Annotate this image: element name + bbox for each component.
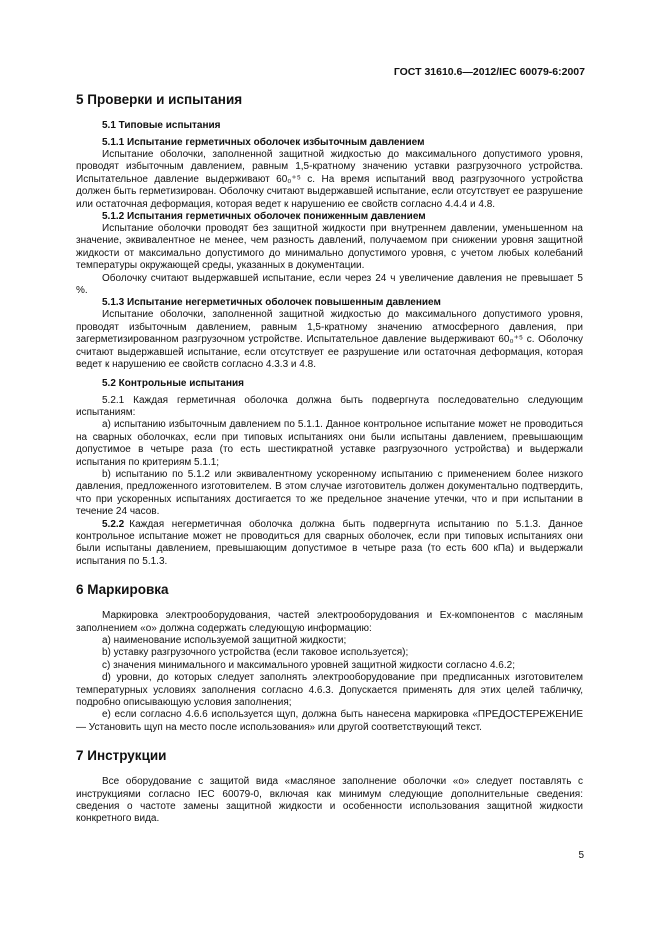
subsection-5-1-title: 5.1 Типовые испытания <box>102 120 221 131</box>
standard-header: ГОСТ 31610.6—2012/IEC 60079-6:2007 <box>393 66 585 78</box>
paragraph-5-2-1: 5.2.1 Каждая герметичная оболочка должна быть подвергнута последовательно следующим испытаниям: <box>76 394 583 418</box>
subsection-5-1-1-title: 5.1.1 Испытание герметичных оболочек избыточным давлением <box>102 137 425 148</box>
list-item-5-2-1-b: b) испытанию по 5.1.2 или эквивалентному ускоренному испытанию с применением более низкого давления, предложенного изготовителем. В этом случае изготовитель должен документально подтвердить, что при ускоренных испытаниях достигается то же предельное значение утечки, что и при испытании в течение 24 часов. <box>76 468 583 518</box>
subsection-5-1-2-title: 5.1.2 Испытания герметичных оболочек пониженным давлением <box>102 211 426 223</box>
subsection-5-2-title: 5.2 Контрольные испытания <box>102 377 244 389</box>
list-item-6-a: а) наименование используемой защитной жидкости; <box>102 635 347 646</box>
paragraph-5-1-3: Испытание оболочки, заполненной защитной жидкостью до максимального допустимого уровня, проводят избыточным давлением, равным 1,5-кратному значению атмосферного давления, при загерметизированном разгрузочном устройстве. Испытательное давление выдерживают 60₀⁺⁵ с. Оболочку считают выдержавшей испытание, если отсутствует ее разрушение или остаточная деформация, которая ведет к нарушению ее свойств согласно 4.3.3 и 4.8. <box>76 309 583 371</box>
subsection-5-1-3-title: 5.1.3 Испытание негерметичных оболочек повышенным давлением <box>102 297 441 309</box>
paragraph-5-1-1: Испытание оболочки, заполненной защитной жидкостью до максимального допустимого уровня, проводят избыточным давлением, равным 1,5-кратному значению уставки разгрузочного устройства. Испытательное давление выдерживают 60₀⁺⁵ с. На время испытаний ввод разгрузочного устройства должен быть герметизирован. Оболочку считают выдержавшей испытание, если отсутствует ее разрушение или остаточная деформация, которая ведет к нарушению ее свойств согласно 4.4.4 и 4.8. <box>76 149 583 210</box>
page-number: 5 <box>578 850 584 861</box>
section-5-title: 5 Проверки и испытания <box>76 92 243 107</box>
clause-5-2-2-number: 5.2.2 <box>102 518 125 530</box>
clause-5-2-2-text: Каждая негерметичная оболочка должна быть подвергнута испытанию по 5.1.3. Данное контрольное испытание может не проводиться для сварных оболочек, если при типовых испытаниях они были испытаны давлением, превышающим допустимое в четыре раза (то есть 600 кПа) и выдержали испытания по 5.1.3. <box>76 518 583 567</box>
paragraph-5-1-2-a: Испытание оболочки проводят без защитной жидкости при внутреннем давлении, уменьшенном на значение, эквивалентное не менее, чем разность давлений, получаемом при снижении уровня защитной жидкости от максимально допустимого до минимально допустимого уровня, с учетом любых колебаний температуры окружающей среды, указанных в документации. <box>76 223 583 272</box>
section-7-title: 7 Инструкции <box>76 748 167 764</box>
section-6-title: 6 Маркировка <box>76 582 169 598</box>
paragraph-5-1-2-b: Оболочку считают выдержавшей испытание, если через 24 ч увеличение давления не превышает 5 %. <box>76 272 583 297</box>
paragraph-6-intro: Маркировка электрооборудования, частей электрооборудования и Ex-компонентов с масляным заполнением «о» должна содержать следующую информацию: <box>76 610 583 634</box>
paragraph-5-2-2 <box>76 519 583 569</box>
page-content <box>76 92 583 826</box>
list-item-6-c: c) значения минимального и максимального уровней защитной жидкости согласно 4.6.2; <box>102 659 515 671</box>
paragraph-7: Все оборудование с защитой вида «масляное заполнение оболочки «о» следует поставлять с инструкциями согласно IEC 60079-0, включая как минимум следующие дополнительные сведения: сведения о частоте замены защитной жидкости и особенности использования защитной жидкости конкретного вида. <box>76 776 583 825</box>
list-item-6-e: e) если согласно 4.6.6 используется щуп, должна быть нанесена маркировка «ПРЕДОСТЕРЕЖЕНИЕ — Установить щуп на место после использования» или другой соответствующий текст. <box>76 709 583 733</box>
list-item-6-b: b) уставку разгрузочного устройства (если таковое используется); <box>102 647 409 659</box>
list-item-6-d: d) уровни, до которых следует заполнять электрооборудование при предписанных изготовителем температурных условиях заполнения согласно 4.6.3. Допускается применять для этих целей табличку, подробно описывающую условия заполнения; <box>76 672 583 709</box>
list-item-5-2-1-a: а) испытанию избыточным давлением по 5.1.1. Данное контрольное испытание может не проводиться на сварных оболочках, если при типовых испытаниях они были испытаны давлением, превышающим допустимое в четыре раза (то есть шестикратной уставке разгрузочного устройства) и выдержали испытания по критериям 5.1.1; <box>76 419 583 468</box>
